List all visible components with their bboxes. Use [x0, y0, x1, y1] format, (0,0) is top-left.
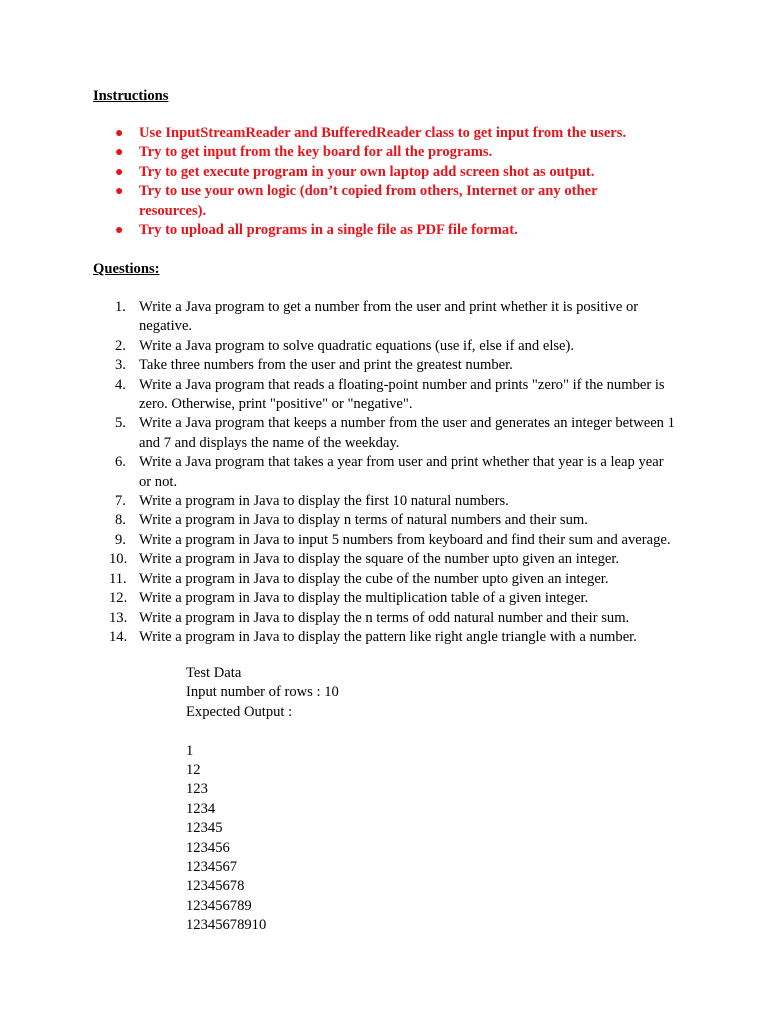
- question-text: Write a Java program to solve quadratic equations (use if, else if and else).: [139, 337, 575, 354]
- question-item: [0, 356, 768, 375]
- instruction-text: Use InputStreamReader and BufferedReader class to get input from the users.: [139, 125, 627, 141]
- test-data-title: Test Data: [186, 665, 242, 681]
- question-number: 11.: [109, 570, 127, 587]
- question-item: [0, 511, 768, 530]
- question-item: [0, 531, 768, 550]
- question-text: Write a program in Java to display the pattern like right angle triangle with a number.: [139, 628, 637, 645]
- test-data-block: [186, 664, 339, 936]
- question-number: 6.: [115, 454, 126, 471]
- question-item: [0, 609, 768, 628]
- question-item: [0, 492, 768, 511]
- question-text: Write a program in Java to display the n terms of odd natural number and their sum.: [139, 609, 630, 626]
- question-item: [0, 414, 768, 453]
- question-item: [0, 453, 768, 492]
- test-data-input-line: Input number of rows : 10: [186, 684, 339, 701]
- bullet-icon: ●: [115, 145, 124, 161]
- question-text: Write a program in Java to display n terms of natural numbers and their sum.: [139, 512, 588, 529]
- question-number: 3.: [115, 357, 126, 374]
- output-line: 12345: [186, 820, 223, 837]
- output-line: 1234: [186, 800, 216, 817]
- question-item: [0, 298, 768, 337]
- output-line: 12: [186, 762, 201, 779]
- question-number: 14.: [109, 628, 128, 645]
- question-item: [0, 570, 768, 589]
- output-line: 1234567: [186, 859, 238, 876]
- question-number: 7.: [115, 493, 126, 510]
- instruction-text: Try to use your own logic (don’t copied from others, Internet or any other resources).: [139, 183, 598, 219]
- question-item: [0, 628, 768, 647]
- bullet-icon: ●: [115, 223, 124, 239]
- output-line: 123456: [186, 839, 230, 856]
- instruction-item: [0, 221, 768, 240]
- question-text: Write a Java program that keeps a number from the user and generates an integer between 1 and 7 and displays the name of the weekday.: [139, 415, 675, 451]
- question-text: Write a program in Java to display the first 10 natural numbers.: [139, 493, 509, 510]
- question-text: Write a Java program to get a number from the user and print whether it is positive or negative.: [139, 299, 639, 335]
- question-text: Write a program in Java to input 5 numbers from keyboard and find their sum and average.: [139, 531, 671, 548]
- question-text: Write a Java program that reads a floating-point number and prints "zero" if the number is zero. Otherwise, print "positive" or "negative".: [139, 376, 665, 413]
- question-text: Take three numbers from the user and print the greatest number.: [139, 357, 513, 374]
- bullet-icon: ●: [115, 126, 124, 141]
- question-number: 1.: [115, 299, 126, 315]
- output-line: 123456789: [186, 897, 252, 914]
- instruction-item: [0, 163, 768, 182]
- question-text: Write a program in Java to display the cube of the number upto given an integer.: [139, 570, 609, 587]
- question-item: [0, 589, 768, 608]
- question-text: Write a program in Java to display the multiplication table of a given integer.: [139, 590, 589, 607]
- blank-line: [186, 722, 339, 741]
- instruction-item: [0, 143, 768, 162]
- instruction-text: Try to get execute program in your own laptop add screen shot as output.: [139, 163, 595, 180]
- question-number: 10.: [109, 551, 128, 568]
- bullet-icon: ●: [115, 184, 124, 200]
- instructions-heading: Instructions: [93, 88, 169, 104]
- question-number: 13.: [109, 609, 128, 626]
- question-number: 9.: [115, 531, 126, 548]
- instruction-item: [0, 124, 768, 143]
- output-line: 12345678910: [186, 917, 267, 934]
- expected-output-label: Expected Output :: [186, 703, 293, 720]
- question-item: [0, 337, 768, 356]
- instruction-text: Try to get input from the key board for all the programs.: [139, 144, 493, 161]
- question-number: 8.: [115, 512, 126, 529]
- instruction-item: [0, 182, 768, 221]
- questions-heading: Questions:: [93, 261, 160, 277]
- instructions-list: [0, 124, 768, 240]
- question-number: 2.: [115, 337, 126, 354]
- questions-list: [0, 298, 768, 647]
- question-text: Write a Java program that takes a year from user and print whether that year is a leap year or not.: [139, 454, 664, 490]
- output-line: 123: [186, 781, 208, 798]
- bullet-icon: ●: [115, 164, 124, 180]
- question-item: [0, 376, 768, 415]
- question-item: [0, 550, 768, 569]
- question-number: 5.: [115, 415, 126, 432]
- question-number: 4.: [115, 376, 126, 393]
- question-number: 12.: [109, 590, 128, 607]
- output-line: 12345678: [186, 878, 245, 895]
- question-text: Write a program in Java to display the square of the number upto given an integer.: [139, 551, 620, 568]
- instruction-text: Try to upload all programs in a single file as PDF file format.: [139, 222, 518, 239]
- output-line: 1: [186, 742, 194, 759]
